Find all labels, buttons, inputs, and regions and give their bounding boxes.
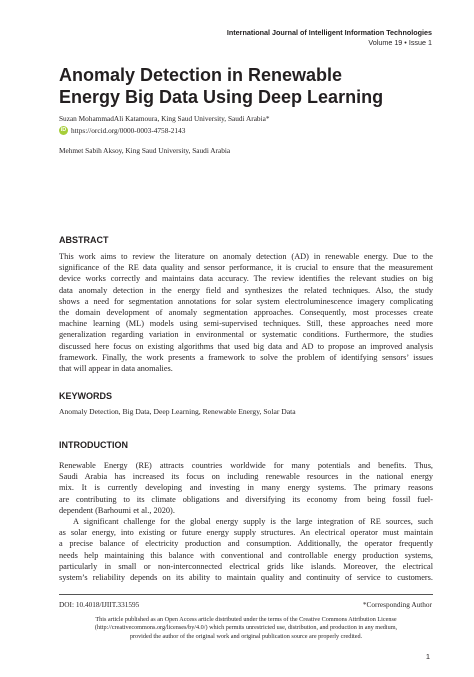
intro-line: Renewable Energy (RE) attracts countries worldwide for many potentials and benefits. Thus,: [59, 461, 433, 470]
volume-issue: Volume 19 • Issue 1: [368, 38, 432, 47]
intro-line: needs help maintaining this balance with conventional and controllable energy production systems,: [59, 550, 433, 560]
intro-line: A significant challenge for the global energy supply is the large integration of RE sources, such: [73, 517, 433, 526]
orcid-icon: iD: [60, 127, 67, 133]
intro-line: are contributing to its climate obligations and diversifying its economy from being fossil fuel-: [59, 494, 433, 504]
author-2: Mehmet Sabih Aksoy, King Saud University, Saudi Arabia: [59, 146, 231, 155]
intro-line: a precise balance of electricity production and consumption. Additionally, the operator frequently: [59, 539, 433, 549]
abstract-line: device works correctly and maintains data accuracy. The review identifies the relevant studies on big: [59, 274, 433, 284]
title-line-1: Anomaly Detection in Renewable: [59, 65, 343, 85]
intro-line: dependent (Barhoumi et al., 2020).: [59, 505, 175, 515]
license-line: This article published as an Open Access article distributed under the terms of the Creative Commons Attribution License: [95, 616, 397, 623]
page-number: 1: [425, 652, 430, 661]
title-line-2: Energy Big Data Using Deep Learning: [59, 87, 384, 107]
journal-name: International Journal of Intelligent Information Technologies: [226, 28, 432, 37]
intro-paragraph-1: [59, 460, 433, 516]
intro-line: as solar energy, into existing or future energy supply structures. An electrical operator must maintain: [59, 528, 433, 538]
abstract-line: data anomaly detection in the energy field and synthesizes the related techniques. Also, the study: [59, 285, 433, 295]
license-line: provided the author of the original work and original publication source are properly credited.: [129, 632, 363, 640]
keywords-heading: KEYWORDS: [59, 391, 113, 401]
author-1: Suzan MohammadAli Katamoura, King Saud University, Saudi Arabia*: [59, 114, 270, 123]
abstract-line: generalization regarding variation in environmental or systematic conditions. Furthermore, the studies: [59, 330, 433, 340]
abstract-line: framework. Finally, the work presents a framework to solve the problem of identifying sensors’ issues: [59, 352, 433, 362]
abstract-line: shows a need for segmentation annotations for solar system electroluminescence imagery complicating: [59, 296, 433, 306]
orcid-row: [59, 126, 185, 135]
intro-line: mix. It is currently developing and investing in many energy systems. The primary reasons: [59, 483, 433, 493]
license-notice: [59, 616, 433, 641]
license-line: (http://creativecommons.org/licenses/by/4.0/) which permits unrestricted use, distribution, and production in any medium,: [94, 624, 398, 632]
abstract-line: the domain development of anomaly segmentation approaches. Consequently, most processes create: [59, 308, 433, 318]
intro-line: system’s reliability depends on its ability to maintain quality and continuity of service to customers.: [59, 573, 433, 583]
article-title: [59, 64, 429, 108]
intro-line: Saudi Arabia has increased its focus on including renewable resources in the national energy: [59, 472, 433, 482]
intro-paragraph-2: [59, 516, 433, 583]
abstract-heading: ABSTRACT: [59, 235, 109, 245]
keywords-list: Anomaly Detection, Big Data, Deep Learning, Renewable Energy, Solar Data: [59, 407, 296, 416]
abstract-line: This work aims to review the literature on anomaly detection (AD) in renewable energy. Due to the: [59, 252, 433, 261]
doi: DOI: 10.4018/IJIIT.331595: [59, 600, 140, 609]
abstract-line: discussed here focus on existing algorithms that used big data and AD to propose an improved analysis: [59, 341, 433, 351]
footer-divider: [59, 594, 433, 595]
introduction-heading: INTRODUCTION: [59, 440, 128, 450]
intro-line: particularly in small or non-interconnected electrical grids like islands. Moreover, the electrical: [59, 561, 433, 571]
abstract-body: [59, 251, 433, 374]
abstract-line: machine learning (ML) models using semi-supervised techniques. Still, these approaches need more: [59, 319, 433, 329]
corresponding-author-note: *Corresponding Author: [362, 600, 432, 609]
abstract-line: significance of the RE data quality and sensor performance, it is crucial to ensure that the measurement: [59, 263, 433, 273]
abstract-line: that will appear in data anomalies.: [59, 364, 173, 374]
orcid-link[interactable]: https://orcid.org/0000-0003-4758-2143: [71, 126, 186, 135]
